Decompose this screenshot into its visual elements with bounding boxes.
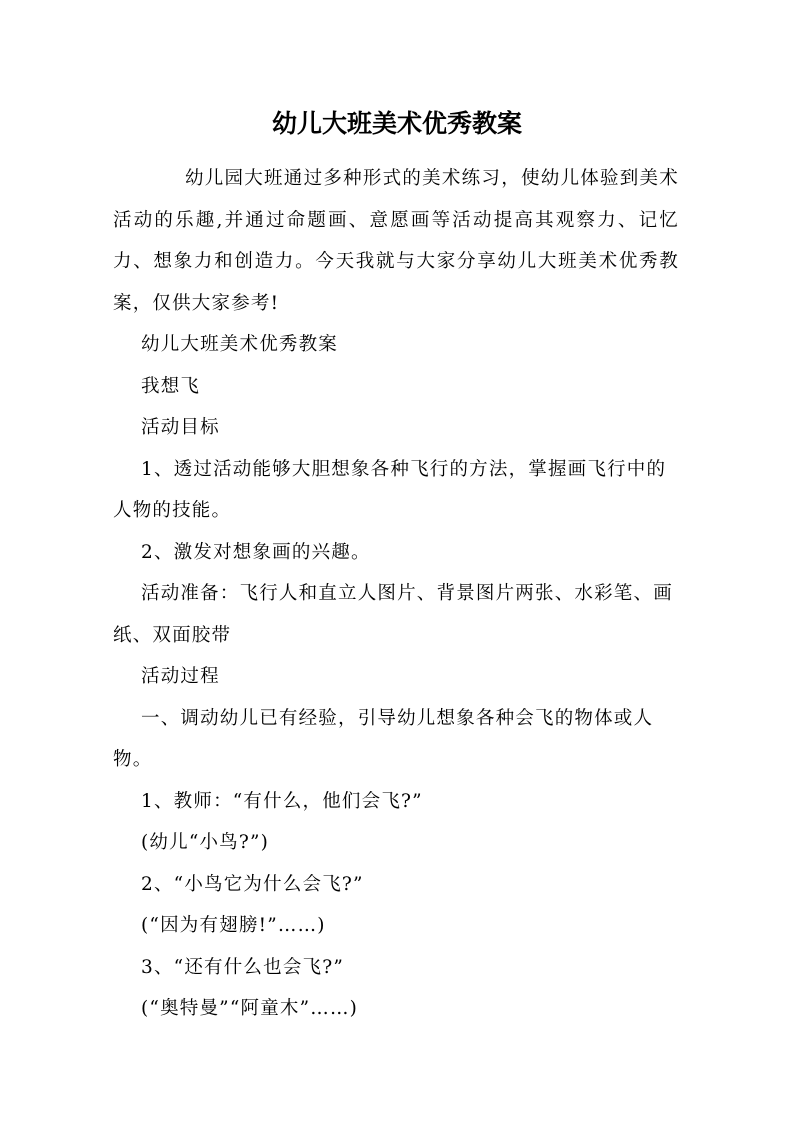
paragraph-question-2: 2、“小鸟它为什么会飞?” [141,873,364,895]
paragraph-goals-heading: 活动目标 [141,417,220,438]
paragraph-goal-2: 2、激发对想象画的兴趣。 [141,541,371,563]
document-body [113,158,679,1030]
paragraph-process-heading: 活动过程 [141,666,220,687]
paragraph-answer-3: (“奥特曼”“阿童木”……) [141,998,359,1019]
document-title: 幼儿大班美术优秀教案 [271,109,522,138]
paragraph-preparation: 活动准备：飞行人和直立人图片、背景图片两张、水彩笔、画纸、双面胶带 [113,583,673,646]
paragraph-question-3: 3、“还有什么也会飞?” [141,956,345,978]
paragraph-answer-1: (幼儿“小鸟?”) [141,832,270,853]
paragraph-step-1: 一、调动幼儿已有经验，引导幼儿想象各种会飞的物体或人物。 [113,707,654,770]
paragraph-lesson-title: 幼儿大班美术优秀教案 [141,334,339,355]
intro-paragraph: 幼儿园大班通过多种形式的美术练习，使幼儿体验到美术活动的乐趣,并通过命题画、意愿画等活动提高其观察力、记忆力、想象力和创造力。今天我就与大家分享幼儿大班美术优秀教案，仅供大家参考! [113,168,679,314]
paragraph-question-1: 1、教师：“有什么，他们会飞?” [141,790,423,812]
paragraph-lesson-name: 我想飞 [141,375,201,397]
paragraph-goal-1: 1、透过活动能够大胆想象各种飞行的方法，掌握画飞行中的人物的技能。 [113,458,667,521]
paragraph-answer-2: (“因为有翅膀!”……) [141,915,326,936]
